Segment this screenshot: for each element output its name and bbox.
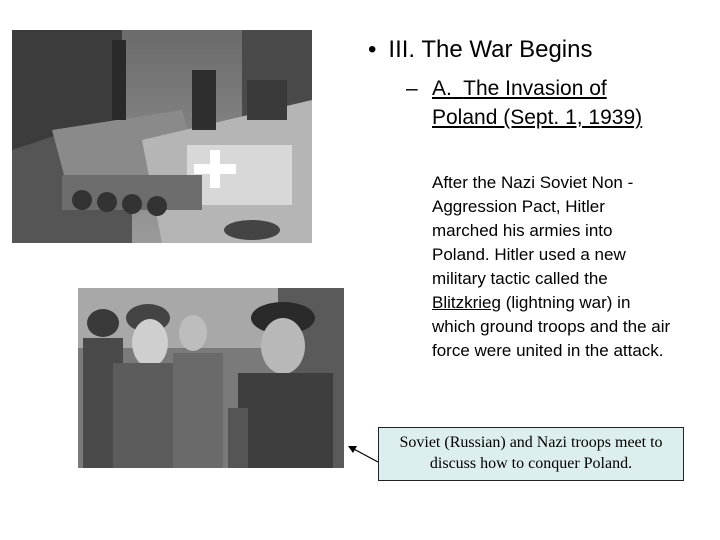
subheading-block <box>432 74 652 132</box>
body-text-part1: After the Nazi Soviet Non -Aggression Pact, Hitler marched his armies into Poland. Hitler used a new military tactic called the <box>432 173 634 288</box>
subheading-text: The Invasion of Poland (Sept. 1, 1939) <box>432 77 643 129</box>
blitzkrieg-term: Blitzkrieg <box>432 293 501 312</box>
body-paragraph <box>432 171 672 363</box>
photo-caption: Soviet (Russian) and Nazi troops meet to discuss how to conquer Poland. <box>378 427 684 481</box>
sub-dash: – <box>406 77 418 100</box>
soldiers-photo <box>78 288 344 468</box>
slide-title-text: III. The War Begins <box>388 36 593 63</box>
callout-arrow <box>340 430 380 470</box>
sub-label: A. <box>432 77 452 100</box>
tanks-photo <box>12 30 312 243</box>
slide-title <box>368 36 593 64</box>
bullet-marker: • <box>368 36 377 63</box>
body-text-part2: (lightning war) in which ground troops and the air force were united in the attack. <box>432 293 671 360</box>
